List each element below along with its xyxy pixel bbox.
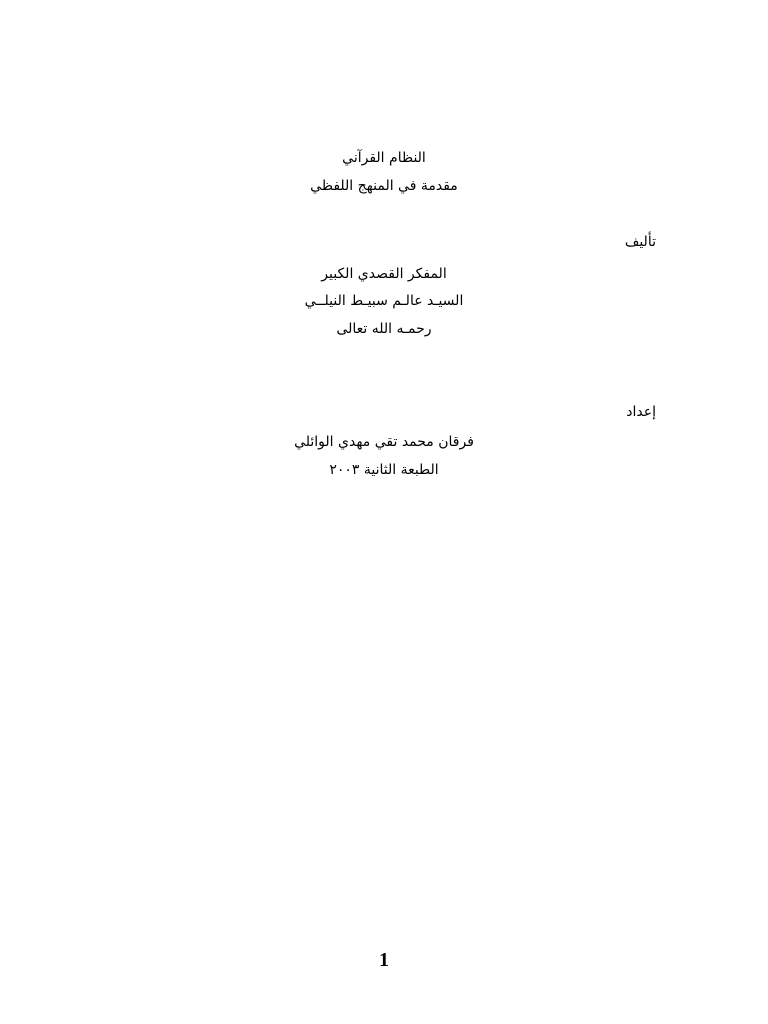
title-line-2: مقدمة في المنهج اللفظي bbox=[310, 178, 458, 194]
page-number: 1 bbox=[379, 949, 389, 971]
author-description: المفكر القصدي الكبير bbox=[321, 266, 447, 282]
edition-line: الطبعة الثانية ٢٠٠٣ bbox=[329, 462, 439, 478]
author-name: السيـد عالـم سبيـط النيلــي bbox=[304, 293, 464, 309]
preparation-label: إعداد bbox=[626, 404, 656, 420]
preparer-name: فرقان محمد تقي مهدي الوائلي bbox=[294, 434, 474, 450]
author-prayer: رحمـه الله تعالى bbox=[336, 321, 432, 337]
title-line-1: النظام القرآني bbox=[342, 150, 426, 166]
authorship-label: تأليف bbox=[624, 234, 656, 250]
